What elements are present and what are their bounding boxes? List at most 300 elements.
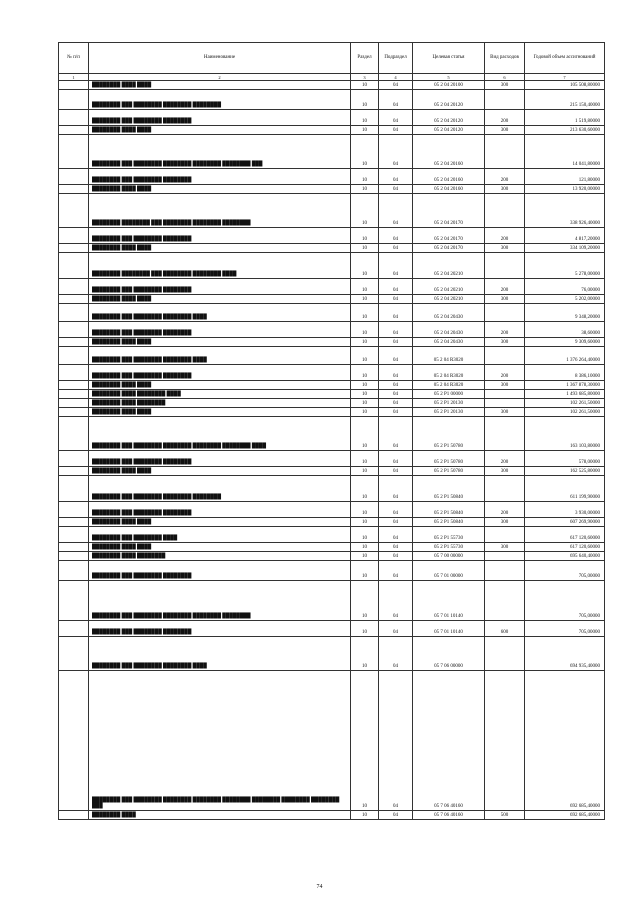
row-target-article-cell: 05 7 01 10140 — [413, 581, 485, 621]
header-number: № п/п — [59, 43, 89, 74]
row-amount-cell: 692 685,40000 — [525, 811, 605, 820]
table-row — [59, 399, 605, 408]
table-row — [59, 621, 605, 637]
row-number-cell — [59, 811, 89, 820]
row-razdel-cell: 10 — [351, 338, 379, 347]
row-target-article-cell: 05 2 04 20210 — [413, 279, 485, 295]
row-target-article-cell: 05 2 04 20170 — [413, 194, 485, 228]
table-row — [59, 169, 605, 185]
row-podrazdel-cell: 04 — [379, 417, 413, 451]
row-name-cell: ████████ ████ ████ — [89, 244, 351, 253]
row-amount-cell: 215 150,40000 — [525, 90, 605, 110]
row-target-article-cell: 05 2 P1 20130 — [413, 399, 485, 408]
row-name-cell: ████████ ████ — [89, 811, 351, 820]
row-expense-type-cell — [485, 671, 525, 811]
table-row — [59, 304, 605, 322]
row-number-cell — [59, 518, 89, 527]
row-podrazdel-cell: 04 — [379, 253, 413, 279]
row-name-cell: ████████ ████ ████ — [89, 185, 351, 194]
row-podrazdel-cell: 04 — [379, 228, 413, 244]
row-name-cell: ████████ ███ ████████ ████████ ████ — [89, 637, 351, 671]
row-name-cell: ████████ ███ ████████ ████████ ████████ ████████ ████ — [89, 417, 351, 451]
column-index: 5 — [413, 74, 485, 81]
row-amount-cell: 38,60000 — [525, 322, 605, 338]
row-target-article-cell: 05 2 04 R3020 — [413, 365, 485, 381]
table-row — [59, 552, 605, 561]
row-amount-cell: 162 525,80000 — [525, 467, 605, 476]
row-podrazdel-cell: 04 — [379, 365, 413, 381]
row-expense-type-cell: 300 — [485, 295, 525, 304]
row-podrazdel-cell: 04 — [379, 552, 413, 561]
row-amount-cell: 105 508,80000 — [525, 81, 605, 90]
row-name-cell: ████████ ███ ████████ ████████ — [89, 228, 351, 244]
row-amount-cell: 5 278,00000 — [525, 253, 605, 279]
row-name-cell: ████████ ███ ████████ ████████ — [89, 502, 351, 518]
row-name-cell: ████████ ████ ████ — [89, 295, 351, 304]
row-number-cell — [59, 581, 89, 621]
row-expense-type-cell: 300 — [485, 126, 525, 135]
row-expense-type-cell: 300 — [485, 381, 525, 390]
row-target-article-cell: 05 2 04 20210 — [413, 295, 485, 304]
column-index: 2 — [89, 74, 351, 81]
row-target-article-cell: 05 2 P1 50780 — [413, 451, 485, 467]
row-expense-type-cell — [485, 527, 525, 543]
row-expense-type-cell: 200 — [485, 365, 525, 381]
row-podrazdel-cell: 04 — [379, 467, 413, 476]
row-amount-cell: 9 348,20000 — [525, 304, 605, 322]
row-name-cell: ████████ ████ ████ — [89, 467, 351, 476]
row-amount-cell: 121,80000 — [525, 169, 605, 185]
row-expense-type-cell — [485, 561, 525, 581]
row-expense-type-cell: 200 — [485, 169, 525, 185]
row-podrazdel-cell: 04 — [379, 381, 413, 390]
row-number-cell — [59, 304, 89, 322]
table-row — [59, 244, 605, 253]
row-name-cell: ████████ ███ ████████ ████████ — [89, 322, 351, 338]
row-amount-cell: 4 817,20000 — [525, 228, 605, 244]
table-row — [59, 365, 605, 381]
column-index-row — [59, 74, 605, 81]
row-number-cell — [59, 621, 89, 637]
table-row — [59, 561, 605, 581]
table-row — [59, 81, 605, 90]
row-target-article-cell: 05 2 04 20100 — [413, 81, 485, 90]
row-name-cell: ████████ ████ ████ — [89, 543, 351, 552]
row-amount-cell: 607 269,90000 — [525, 518, 605, 527]
row-name-cell: ████████ ████████ ███ ████████ ████████ ████ — [89, 253, 351, 279]
row-expense-type-cell — [485, 476, 525, 502]
table-row — [59, 518, 605, 527]
row-number-cell — [59, 417, 89, 451]
row-razdel-cell: 10 — [351, 552, 379, 561]
row-amount-cell: 617 120,60000 — [525, 527, 605, 543]
row-number-cell — [59, 185, 89, 194]
table-row — [59, 126, 605, 135]
row-number-cell — [59, 561, 89, 581]
row-expense-type-cell: 600 — [485, 621, 525, 637]
row-amount-cell: 617 120,60000 — [525, 543, 605, 552]
row-expense-type-cell: 300 — [485, 185, 525, 194]
row-amount-cell: 1 493 685,80000 — [525, 390, 605, 399]
row-amount-cell: 692 685,40000 — [525, 671, 605, 811]
row-expense-type-cell — [485, 135, 525, 169]
table-row — [59, 381, 605, 390]
table-row — [59, 295, 605, 304]
row-amount-cell: 9 309,60000 — [525, 338, 605, 347]
row-name-cell: ████████ ███ ████████ ████████ ████████ ████████ ████████ ████████ ████████ ███ — [89, 671, 351, 811]
row-razdel-cell: 10 — [351, 390, 379, 399]
table-row — [59, 390, 605, 399]
row-target-article-cell: 05 2 04 20430 — [413, 304, 485, 322]
row-number-cell — [59, 365, 89, 381]
row-name-cell: ████████ ████ ████ — [89, 408, 351, 417]
row-name-cell: ████████ ████ ████████ — [89, 399, 351, 408]
row-target-article-cell: 05 2 04 20160 — [413, 169, 485, 185]
row-amount-cell: 1 376 264,40000 — [525, 347, 605, 365]
row-target-article-cell: 05 2 04 20120 — [413, 126, 485, 135]
row-amount-cell: 705,00000 — [525, 581, 605, 621]
row-number-cell — [59, 244, 89, 253]
budget-table — [58, 42, 605, 820]
row-expense-type-cell: 300 — [485, 408, 525, 417]
row-expense-type-cell — [485, 347, 525, 365]
row-target-article-cell: 05 2 P1 20130 — [413, 408, 485, 417]
row-razdel-cell: 10 — [351, 811, 379, 820]
header-annual-amount: Годовой объем ассигнований — [525, 43, 605, 74]
row-razdel-cell: 10 — [351, 581, 379, 621]
row-podrazdel-cell: 04 — [379, 518, 413, 527]
row-name-cell: ████████ ███ ████████ ████████ ████████ — [89, 476, 351, 502]
row-razdel-cell: 10 — [351, 381, 379, 390]
row-podrazdel-cell: 04 — [379, 399, 413, 408]
row-razdel-cell: 10 — [351, 476, 379, 502]
row-amount-cell: 3 930,00000 — [525, 502, 605, 518]
row-number-cell — [59, 253, 89, 279]
row-name-cell: ████████ ███ ████████ ████████ — [89, 451, 351, 467]
row-name-cell: ████████ ████ ████████ ████ — [89, 390, 351, 399]
row-number-cell — [59, 671, 89, 811]
row-podrazdel-cell: 04 — [379, 169, 413, 185]
row-amount-cell: 8 386,10000 — [525, 365, 605, 381]
row-amount-cell: 338 926,40000 — [525, 194, 605, 228]
table-row — [59, 110, 605, 126]
row-target-article-cell: 05 2 04 R3020 — [413, 347, 485, 365]
row-podrazdel-cell: 04 — [379, 561, 413, 581]
row-target-article-cell: 05 2 04 20160 — [413, 135, 485, 169]
table-row — [59, 279, 605, 295]
row-name-cell: ████████ ████ ████ — [89, 81, 351, 90]
row-razdel-cell: 10 — [351, 253, 379, 279]
row-podrazdel-cell: 04 — [379, 279, 413, 295]
table-row — [59, 90, 605, 110]
table-row — [59, 194, 605, 228]
row-target-article-cell: 05 2 04 20120 — [413, 110, 485, 126]
row-name-cell: ████████ ███ ████████ ████████ ████ — [89, 347, 351, 365]
row-target-article-cell: 05 2 P1 50780 — [413, 417, 485, 451]
row-razdel-cell: 10 — [351, 621, 379, 637]
row-expense-type-cell — [485, 399, 525, 408]
row-razdel-cell: 10 — [351, 637, 379, 671]
row-name-cell: ████████ ████ ████ — [89, 126, 351, 135]
row-amount-cell: 102 261,50000 — [525, 408, 605, 417]
row-podrazdel-cell: 04 — [379, 347, 413, 365]
table-row — [59, 467, 605, 476]
row-podrazdel-cell: 04 — [379, 581, 413, 621]
row-razdel-cell: 10 — [351, 527, 379, 543]
row-podrazdel-cell: 04 — [379, 543, 413, 552]
header-podrazdel: Подраздел — [379, 43, 413, 74]
row-target-article-cell: 05 2 04 20120 — [413, 90, 485, 110]
row-target-article-cell: 05 7 06 00000 — [413, 637, 485, 671]
header-target-article: Целевая статья — [413, 43, 485, 74]
row-amount-cell: 213 630,60000 — [525, 126, 605, 135]
row-number-cell — [59, 552, 89, 561]
row-amount-cell: 705,00000 — [525, 621, 605, 637]
row-expense-type-cell: 200 — [485, 228, 525, 244]
row-razdel-cell: 10 — [351, 365, 379, 381]
row-number-cell — [59, 228, 89, 244]
row-podrazdel-cell: 04 — [379, 244, 413, 253]
row-podrazdel-cell: 04 — [379, 527, 413, 543]
row-razdel-cell: 10 — [351, 185, 379, 194]
table-row — [59, 527, 605, 543]
row-name-cell: ████████ ███ ████████ ████████ ████████ ████████ ███ — [89, 135, 351, 169]
row-amount-cell: 5 202,00000 — [525, 295, 605, 304]
row-name-cell: ████████ ████████ ███ ████████ ████████ ████████ — [89, 194, 351, 228]
row-expense-type-cell: 200 — [485, 502, 525, 518]
row-target-article-cell: 05 2 P1 00000 — [413, 390, 485, 399]
row-razdel-cell: 10 — [351, 279, 379, 295]
table-body — [59, 81, 605, 820]
row-expense-type-cell — [485, 637, 525, 671]
header-razdel: Раздел — [351, 43, 379, 74]
row-name-cell: ████████ ████ ████ — [89, 338, 351, 347]
row-name-cell: ████████ ███ ████████ ████████ — [89, 110, 351, 126]
budget-table-sheet — [58, 42, 604, 820]
row-name-cell: ████████ ███ ████████ ████████ — [89, 621, 351, 637]
row-name-cell: ████████ ███ ████████ ████████ ████████ — [89, 90, 351, 110]
row-number-cell — [59, 399, 89, 408]
row-expense-type-cell: 500 — [485, 811, 525, 820]
row-amount-cell: 694 935,40000 — [525, 637, 605, 671]
row-razdel-cell: 10 — [351, 90, 379, 110]
row-podrazdel-cell: 04 — [379, 637, 413, 671]
row-razdel-cell: 10 — [351, 399, 379, 408]
row-expense-type-cell — [485, 194, 525, 228]
row-name-cell: ████████ ████ ████ — [89, 381, 351, 390]
column-index: 4 — [379, 74, 413, 81]
row-expense-type-cell — [485, 390, 525, 399]
row-target-article-cell: 05 2 P1 50840 — [413, 502, 485, 518]
column-index: 7 — [525, 74, 605, 81]
row-razdel-cell: 10 — [351, 81, 379, 90]
row-number-cell — [59, 126, 89, 135]
row-target-article-cell: 05 2 P1 50840 — [413, 518, 485, 527]
row-number-cell — [59, 637, 89, 671]
row-expense-type-cell — [485, 304, 525, 322]
row-target-article-cell: 05 2 04 20430 — [413, 338, 485, 347]
row-name-cell: ████████ ████ ████████ — [89, 552, 351, 561]
table-row — [59, 811, 605, 820]
row-amount-cell: 163 103,80000 — [525, 417, 605, 451]
table-row — [59, 581, 605, 621]
row-target-article-cell: 05 2 04 20430 — [413, 322, 485, 338]
row-amount-cell: 334 109,20000 — [525, 244, 605, 253]
header-row — [59, 43, 605, 74]
row-number-cell — [59, 322, 89, 338]
row-razdel-cell: 10 — [351, 244, 379, 253]
row-target-article-cell: 05 2 P1 50780 — [413, 467, 485, 476]
row-number-cell — [59, 194, 89, 228]
row-razdel-cell: 10 — [351, 671, 379, 811]
row-razdel-cell: 10 — [351, 322, 379, 338]
table-row — [59, 135, 605, 169]
table-row — [59, 185, 605, 194]
row-number-cell — [59, 543, 89, 552]
row-target-article-cell: 05 7 06 40160 — [413, 671, 485, 811]
row-number-cell — [59, 81, 89, 90]
row-podrazdel-cell: 04 — [379, 451, 413, 467]
row-podrazdel-cell: 04 — [379, 110, 413, 126]
row-expense-type-cell: 300 — [485, 467, 525, 476]
table-row — [59, 417, 605, 451]
row-amount-cell: 578,00000 — [525, 451, 605, 467]
row-expense-type-cell: 300 — [485, 543, 525, 552]
row-target-article-cell: 05 2 04 R3020 — [413, 381, 485, 390]
row-expense-type-cell: 200 — [485, 322, 525, 338]
row-expense-type-cell: 300 — [485, 81, 525, 90]
row-name-cell: ████████ ████ ████ — [89, 518, 351, 527]
row-razdel-cell: 10 — [351, 347, 379, 365]
row-number-cell — [59, 338, 89, 347]
row-name-cell: ████████ ███ ████████ ████████ — [89, 365, 351, 381]
row-name-cell: ████████ ███ ████████ ████████ ████████ ████████ — [89, 581, 351, 621]
table-row — [59, 253, 605, 279]
row-target-article-cell: 05 2 P1 50840 — [413, 476, 485, 502]
table-row — [59, 322, 605, 338]
row-razdel-cell: 10 — [351, 451, 379, 467]
row-expense-type-cell: 200 — [485, 279, 525, 295]
row-number-cell — [59, 110, 89, 126]
row-number-cell — [59, 502, 89, 518]
column-index: 6 — [485, 74, 525, 81]
row-name-cell: ████████ ███ ████████ ████████ — [89, 169, 351, 185]
row-razdel-cell: 10 — [351, 110, 379, 126]
row-number-cell — [59, 295, 89, 304]
row-razdel-cell: 10 — [351, 126, 379, 135]
table-row — [59, 451, 605, 467]
row-amount-cell: 1 519,80000 — [525, 110, 605, 126]
table-row — [59, 338, 605, 347]
row-target-article-cell: 05 2 04 20170 — [413, 228, 485, 244]
row-podrazdel-cell: 04 — [379, 81, 413, 90]
row-podrazdel-cell: 04 — [379, 671, 413, 811]
row-expense-type-cell: 200 — [485, 451, 525, 467]
row-podrazdel-cell: 04 — [379, 126, 413, 135]
row-razdel-cell: 10 — [351, 408, 379, 417]
row-amount-cell: 102 261,50000 — [525, 399, 605, 408]
row-expense-type-cell: 200 — [485, 110, 525, 126]
table-row — [59, 637, 605, 671]
row-podrazdel-cell: 04 — [379, 295, 413, 304]
row-target-article-cell: 05 2 P1 55730 — [413, 527, 485, 543]
row-target-article-cell: 05 2 04 20210 — [413, 253, 485, 279]
row-podrazdel-cell: 04 — [379, 621, 413, 637]
row-razdel-cell: 10 — [351, 304, 379, 322]
row-amount-cell: 14 041,80000 — [525, 135, 605, 169]
row-number-cell — [59, 451, 89, 467]
row-number-cell — [59, 467, 89, 476]
row-razdel-cell: 10 — [351, 169, 379, 185]
page-number: 74 — [316, 884, 323, 890]
row-expense-type-cell — [485, 417, 525, 451]
row-expense-type-cell — [485, 552, 525, 561]
row-target-article-cell: 05 2 04 20160 — [413, 185, 485, 194]
row-target-article-cell: 05 2 04 20170 — [413, 244, 485, 253]
row-razdel-cell: 10 — [351, 417, 379, 451]
row-amount-cell: 705,00000 — [525, 561, 605, 581]
table-row — [59, 476, 605, 502]
row-razdel-cell: 10 — [351, 502, 379, 518]
row-podrazdel-cell: 04 — [379, 476, 413, 502]
row-number-cell — [59, 527, 89, 543]
row-target-article-cell: 05 7 06 40160 — [413, 811, 485, 820]
row-name-cell: ████████ ███ ████████ ████ — [89, 527, 351, 543]
row-razdel-cell: 10 — [351, 295, 379, 304]
row-podrazdel-cell: 04 — [379, 502, 413, 518]
table-row — [59, 228, 605, 244]
row-number-cell — [59, 381, 89, 390]
row-podrazdel-cell: 04 — [379, 135, 413, 169]
row-razdel-cell: 10 — [351, 543, 379, 552]
row-amount-cell: 13 920,00000 — [525, 185, 605, 194]
row-podrazdel-cell: 04 — [379, 185, 413, 194]
table-row — [59, 408, 605, 417]
row-name-cell: ████████ ███ ████████ ████████ — [89, 561, 351, 581]
row-podrazdel-cell: 04 — [379, 322, 413, 338]
row-target-article-cell: 05 7 01 00000 — [413, 561, 485, 581]
row-number-cell — [59, 408, 89, 417]
row-expense-type-cell — [485, 581, 525, 621]
row-razdel-cell: 10 — [351, 194, 379, 228]
row-number-cell — [59, 169, 89, 185]
row-razdel-cell: 10 — [351, 561, 379, 581]
table-row — [59, 671, 605, 811]
row-podrazdel-cell: 04 — [379, 408, 413, 417]
table-row — [59, 347, 605, 365]
row-podrazdel-cell: 04 — [379, 194, 413, 228]
row-expense-type-cell — [485, 90, 525, 110]
row-expense-type-cell: 300 — [485, 518, 525, 527]
row-number-cell — [59, 279, 89, 295]
row-razdel-cell: 10 — [351, 228, 379, 244]
row-amount-cell: 1 367 878,30000 — [525, 381, 605, 390]
row-name-cell: ████████ ███ ████████ ████████ — [89, 279, 351, 295]
row-podrazdel-cell: 04 — [379, 304, 413, 322]
row-expense-type-cell: 300 — [485, 338, 525, 347]
row-amount-cell: 695 640,40000 — [525, 552, 605, 561]
row-number-cell — [59, 135, 89, 169]
row-podrazdel-cell: 04 — [379, 90, 413, 110]
row-target-article-cell: 05 7 01 10140 — [413, 621, 485, 637]
header-expense-type: Вид расходов — [485, 43, 525, 74]
row-name-cell: ████████ ███ ████████ ████████ ████ — [89, 304, 351, 322]
row-target-article-cell: 05 2 P1 55730 — [413, 543, 485, 552]
row-amount-cell: 611 199,90000 — [525, 476, 605, 502]
row-number-cell — [59, 390, 89, 399]
column-index: 3 — [351, 74, 379, 81]
row-expense-type-cell — [485, 253, 525, 279]
